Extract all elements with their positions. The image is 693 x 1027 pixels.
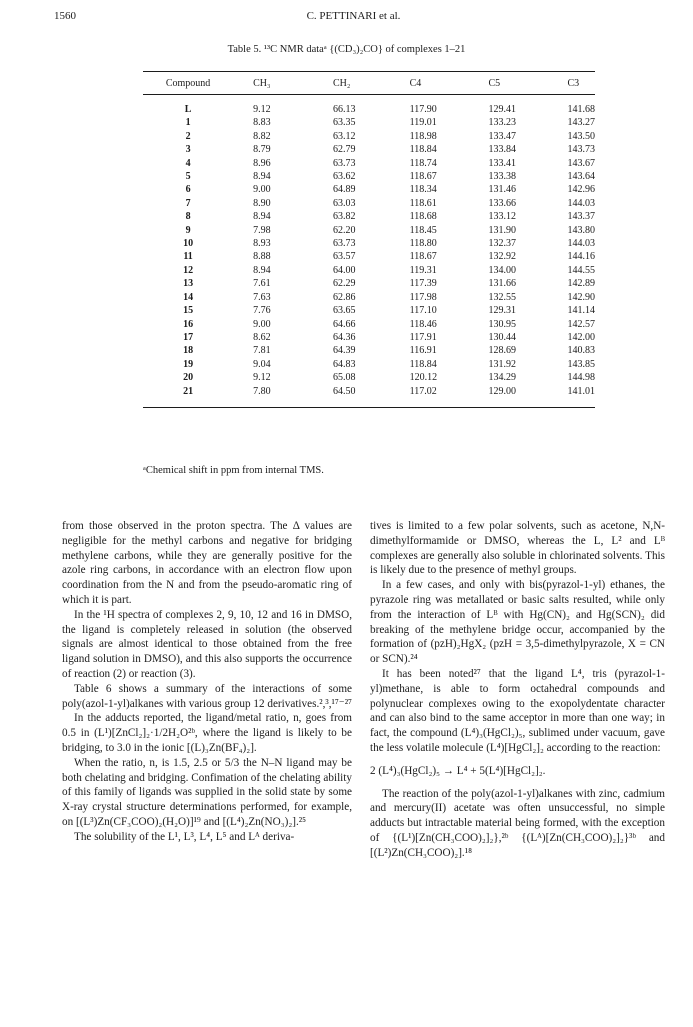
compound-cell: 14 [183,291,194,303]
column-header: C4 [398,72,477,95]
shift-cell: 64.89 [332,184,356,196]
shift-cell: 128.69 [488,345,517,357]
shift-cell: 143.27 [567,117,595,129]
shift-cell: 117.91 [409,331,437,343]
table-row [143,224,595,237]
compound-cell: 3 [185,144,191,156]
shift-cell: 142.96 [567,184,595,196]
shift-cell: 63.65 [332,305,356,317]
paragraph: Table 6 shows a summary of the interactions of some poly(azol-1-yl)alkanes with various group 12 derivatives.²,³,¹⁷⁻²⁷ [62,682,352,710]
paragraph: from those observed in the proton spectra. The Δ values are negligible for the methyl carbons and negative for bridging methylene carbons, while they are generally positive for the azole ring carbons, in accordance with an electron flow upon coordination from the N and from the pseudo-aromatic ring of which it is part. [62,520,352,606]
shift-cell: 143.37 [567,211,595,223]
shift-cell: 62.86 [332,291,356,303]
shift-cell: 65.08 [332,372,356,384]
nmr-data-table [143,71,595,408]
table-row [143,95,595,117]
shift-cell: 144.98 [567,372,595,384]
shift-cell: 134.00 [488,264,517,276]
shift-cell: 143.73 [567,144,595,156]
compound-cell: 11 [183,251,193,263]
table-row [143,344,595,357]
shift-cell: 63.62 [332,171,356,183]
table-row [143,197,595,210]
shift-cell: 129.00 [477,385,556,408]
shift-cell: 140.83 [567,345,595,357]
table-footnote: ᵃChemical shift in ppm from internal TMS. [143,465,324,476]
shift-cell: 131.46 [488,184,517,196]
shift-cell: 118.98 [409,130,437,142]
compound-cell: 4 [185,157,191,169]
shift-cell: 7.98 [253,224,271,236]
shift-cell: 131.90 [488,224,517,236]
shift-cell: 134.29 [488,372,517,384]
table-caption: Table 5. ¹³C NMR dataᵃ {(CD₃)₂CO} of complexes 1–21 [227,44,466,55]
shift-cell: 143.80 [567,224,595,236]
shift-cell: 64.50 [319,385,398,408]
compound-cell: 8 [185,211,191,223]
shift-cell: 129.41 [488,104,517,115]
shift-cell: 63.35 [332,117,356,129]
table-row [143,291,595,304]
shift-cell: 8.88 [253,251,271,263]
shift-cell: 143.85 [567,358,595,370]
shift-cell: 142.57 [567,318,595,330]
table-row [143,331,595,344]
table-row [143,116,595,129]
shift-cell: 133.41 [488,157,517,169]
compound-cell: 21 [143,385,233,408]
shift-cell: 117.90 [409,104,437,115]
page-header [54,10,653,26]
compound-cell: 6 [185,184,191,196]
compound-cell: 12 [183,264,194,276]
shift-cell: 118.84 [409,144,437,156]
shift-cell: 130.95 [488,318,517,330]
table-row [143,385,595,408]
shift-cell: 117.98 [409,291,437,303]
column-header: C5 [477,72,556,95]
table-body [143,95,595,408]
shift-cell: 118.67 [409,171,437,183]
shift-cell: 142.90 [567,291,595,303]
compound-cell: 16 [183,318,194,330]
compound-cell: 1 [185,117,191,129]
shift-cell: 119.01 [409,117,437,129]
shift-cell: 7.61 [253,278,271,290]
table-row [143,210,595,223]
shift-cell: 8.82 [253,130,271,142]
shift-cell: 63.73 [332,238,356,250]
shift-cell: 63.12 [332,130,356,142]
shift-cell: 144.16 [567,251,595,263]
shift-cell: 116.91 [409,345,437,357]
shift-cell: 7.81 [253,345,271,357]
shift-cell: 62.29 [332,278,356,290]
shift-cell: 9.00 [253,184,271,196]
shift-cell: 144.55 [567,264,595,276]
shift-cell: 8.94 [253,211,271,223]
table-header-row [143,72,595,95]
shift-cell: 8.93 [253,238,271,250]
shift-cell: 143.64 [567,171,595,183]
column-header: Compound [143,72,233,95]
shift-cell: 7.80 [233,385,319,408]
shift-cell: 62.20 [332,224,356,236]
column-header: CH₃ [233,72,319,95]
shift-cell: 143.67 [567,157,595,169]
shift-cell: 8.90 [253,197,271,209]
table-row [143,304,595,317]
compound-cell: 2 [185,130,191,142]
shift-cell: 132.55 [488,291,517,303]
shift-cell: 144.03 [567,197,595,209]
table-row [143,143,595,156]
shift-cell: 117.39 [409,278,437,290]
shift-cell: 63.82 [332,211,356,223]
shift-cell: 8.94 [253,264,271,276]
running-title: C. PETTINARI et al. [306,10,401,22]
paragraph: It has been noted²⁷ that the ligand L⁴, tris (pyrazol-1-yl)methane, is able to form octahedral compounds and polynuclear complexes owing to the exopolydentate character and can also bind to the same acceptor in more than one way; in fact, the compound (L⁴)₃(HgCl₂)₅, sublimed under vacuum, gave the less volatile molecule (L⁴)[HgCl₂]₂ according to the reaction: [370,667,665,754]
paragraph: In the ¹H spectra of complexes 2, 9, 10, 12 and 16 in DMSO, the ligand is completely released in solution (the observed signals are almost identical to those obtained from the free ligand solution in DMSO), and this also supports the occurrence of reaction (2) or reaction (3). [62,608,352,680]
shift-cell: 8.62 [253,331,271,343]
shift-cell: 8.79 [253,144,271,156]
column-header: C3 [556,72,596,95]
table-row [143,170,595,183]
shift-cell: 132.92 [488,251,517,263]
shift-cell: 141.68 [567,104,595,115]
paragraph: The reaction of the poly(azol-1-yl)alkanes with zinc, cadmium and mercury(II) acetate was often unsuccessful, no simple adducts but intractable material being formed, with the exception of {(L¹)[Zn(CH₃COO)₂]₂},²ᵇ {(Lᴬ)[Zn(CH₃COO)₂]₂}³ᵇ and [(L²)Zn(CH₃COO)₂].¹⁸ [370,787,665,859]
compound-cell: 15 [183,305,194,317]
shift-cell: 63.57 [332,251,356,263]
shift-cell: 118.80 [409,238,437,250]
table-row [143,157,595,170]
page-number: 1560 [54,10,76,22]
shift-cell: 141.01 [556,385,596,408]
shift-cell: 9.12 [253,104,271,115]
shift-cell: 141.14 [567,305,595,317]
compound-cell: 5 [185,171,191,183]
shift-cell: 118.46 [409,318,437,330]
shift-cell: 131.92 [488,358,517,370]
paragraph: In the adducts reported, the ligand/metal ratio, n, goes from 0.5 in (L¹)[ZnCl₂]₂·1/2H₂O²ᵇ, where the ligand is likely to be bridging, to 3.0 in the ionic [(L)₃Zn(BF₄)₂]. [62,712,352,754]
compound-cell: 20 [183,372,194,384]
table-row [143,250,595,263]
table-row [143,264,595,277]
shift-cell: 143.50 [567,130,595,142]
compound-cell: 9 [185,224,191,236]
table-row [143,371,595,384]
shift-cell: 118.34 [409,184,437,196]
table-row [143,237,595,250]
right-text-column [370,519,665,861]
shift-cell: 7.76 [253,305,271,317]
compound-cell: 10 [183,238,194,250]
shift-cell: 8.83 [253,117,271,129]
shift-cell: 133.12 [488,211,517,223]
paragraph: The solubility of the L¹, L³, L⁴, L⁵ and Lᴬ deriva- [74,830,295,843]
shift-cell: 133.47 [488,130,517,142]
compound-cell: 13 [183,278,194,290]
table-row [143,318,595,331]
shift-cell: 118.45 [409,224,437,236]
shift-cell: 64.00 [332,264,356,276]
paragraph: When the ratio, n, is 1.5, 2.5 or 5/3 the N–N ligand may be both chelating and bridging. Confimation of the chelating ability of this family of ligands was supplied in the solid state by some X-ray crystal structure determinations performed, for example, on [(L³)Zn(CF₃COO)₂(H₂O)]¹⁹ and [(L⁴)₂Zn(NO₃)₂].²⁵ [62,756,352,828]
table-row [143,358,595,371]
shift-cell: 118.74 [409,157,437,169]
shift-cell: 142.00 [567,331,595,343]
shift-cell: 118.84 [409,358,437,370]
shift-cell: 132.37 [488,238,517,250]
shift-cell: 119.31 [409,264,437,276]
table-row [143,277,595,290]
left-text-column [62,519,352,845]
shift-cell: 117.02 [398,385,477,408]
shift-cell: 66.13 [332,104,356,115]
shift-cell: 129.31 [488,305,517,317]
shift-cell: 9.12 [253,372,271,384]
compound-cell: 17 [183,331,194,343]
shift-cell: 133.84 [488,144,517,156]
shift-cell: 117.10 [409,305,437,317]
shift-cell: 120.12 [409,372,438,384]
shift-cell: 8.96 [253,157,271,169]
shift-cell: 63.73 [332,157,356,169]
shift-cell: 144.03 [567,238,595,250]
shift-cell: 130.44 [488,331,517,343]
shift-cell: 8.94 [253,171,271,183]
shift-cell: 9.00 [253,318,271,330]
shift-cell: 64.36 [332,331,356,343]
compound-cell: L [184,104,192,115]
compound-cell: 19 [183,358,194,370]
shift-cell: 118.61 [409,197,437,209]
shift-cell: 7.63 [253,291,271,303]
column-header: CH₂ [319,72,398,95]
paragraph: tives is limited to a few polar solvents, such as acetone, N,N-dimethylformamide or DMSO, whereas the L, L² and Lᴮ complexes are generally also soluble in chlorinated solvents. This is likely due to the presence of methyl groups. [370,520,665,577]
table-row [143,130,595,143]
shift-cell: 63.03 [332,197,356,209]
shift-cell: 133.23 [488,117,517,129]
shift-cell: 118.68 [409,211,437,223]
shift-cell: 133.38 [488,171,517,183]
table-row [143,183,595,196]
shift-cell: 118.67 [409,251,437,263]
shift-cell: 133.66 [488,197,517,209]
shift-cell: 9.04 [253,358,271,370]
shift-cell: 64.83 [332,358,356,370]
shift-cell: 142.89 [567,278,595,290]
reaction-equation: 2 (L⁴)₃(HgCl₂)₅ → L⁴ + 5(L⁴)[HgCl₂]₂. [370,764,546,777]
shift-cell: 64.39 [332,345,356,357]
compound-cell: 7 [185,197,191,209]
paragraph: In a few cases, and only with bis(pyrazol-1-yl) ethanes, the pyrazole ring was metallated or basic salts resulted, while only from the interaction of Lᴮ with Hg(CN)₂ and Hg(SCN)₂ did breaking of the methylene bridge occur, accompanied by the formation of (pzH)₂HgX₂ (pzH = 3,5-dimethylpyrazole, X = CN or SCN).²⁴ [370,579,665,666]
shift-cell: 62.79 [332,144,356,156]
shift-cell: 131.66 [488,278,517,290]
shift-cell: 64.66 [332,318,356,330]
compound-cell: 18 [183,345,194,357]
